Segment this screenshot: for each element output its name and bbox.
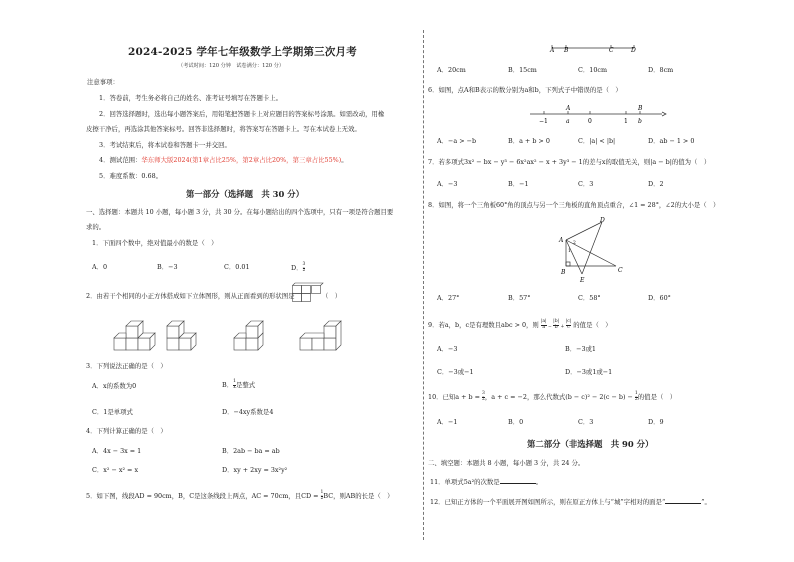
q8-option-b: B．57° — [508, 294, 531, 302]
q6-option-c: C．|a| < |b| — [578, 137, 616, 145]
q3-option-d: D．−4xy系数是4 — [222, 408, 274, 416]
triangle-label-b: B — [561, 269, 566, 276]
note-4: 4．测试范围：华东师大版2024(第1章占比25%，第2章占比20%，第三章占比55%)。 — [99, 156, 348, 164]
q2-reference-figure — [292, 285, 322, 305]
segment-label-a: A — [550, 47, 555, 54]
q8-option-a: A．27° — [437, 294, 460, 302]
q10-option-d: D．9 — [648, 418, 664, 426]
q10-option-c: C．3 — [578, 418, 594, 426]
numberline-tick-a: a — [566, 118, 570, 125]
q5-option-b: B．15cm — [508, 66, 537, 74]
triangle-label-d: D — [600, 217, 605, 224]
q8-option-c: C．58° — [578, 294, 601, 302]
q6-option-a: A．−a > −b — [437, 137, 477, 145]
q11-stem: 11．单项式5a²的次数是 。 — [430, 478, 543, 486]
part1-title: 第一部分（选择题 共 30 分） — [186, 189, 304, 199]
q5-option-a: A．20cm — [437, 66, 466, 74]
numberline-point-a: A — [566, 105, 571, 112]
q4-option-a: A．4x − 3x = 1 — [92, 447, 142, 455]
q7-option-b: B．−1 — [508, 180, 529, 188]
q2-option-b-figure — [165, 316, 213, 354]
q12-answer-blank[interactable] — [665, 497, 701, 504]
segment-label-c: C — [609, 47, 614, 54]
q6-option-b: B．a + b > 0 — [508, 137, 550, 145]
q8-triangle-figure — [552, 216, 632, 284]
q6-stem: 6．如图，点A和B表示的数分别为a和b，下列式子中错误的是（ ） — [428, 86, 622, 94]
q9-option-c: C．−3或−1 — [437, 368, 474, 376]
q5-stem: 5．如下图，线段AD = 90cm，B，C是这条线段上两点，AC = 70cm，且CD = $\frac{1}{2}$ BC，则AB的长是（ ） — [86, 490, 394, 501]
q2-option-d-figure — [298, 316, 346, 354]
q9-option-d: D．−3或1或−1 — [565, 368, 613, 376]
q7-option-d: D．2 — [648, 180, 664, 188]
q1-option-d: D． $\frac{3}{2}$ — [291, 262, 306, 273]
q11-answer-blank[interactable] — [500, 477, 536, 484]
part1-intro-line1: 一、选择题：本题共 10 小题，每小题 3 分，共 30 分。在每小题给出的四个选项中，只有一项是符合题目要 — [86, 208, 394, 216]
q10-option-a: A．−1 — [437, 418, 458, 426]
numberline-tick-b: b — [638, 118, 642, 125]
note-1: 1．答卷前，考生务必将自己的姓名、准考证号填写在答题卡上。 — [99, 94, 283, 102]
exam-info: （考试时间：120 分钟 试卷满分：120 分） — [178, 63, 285, 69]
q2-stem: 2．由若干个相同的小正方体搭成如下立体图形，则从正面看到的形状图是 — [86, 292, 295, 300]
q10-option-b: B．0 — [508, 418, 524, 426]
part2-intro: 二、填空题：本题共 8 小题，每小题 3 分，共 24 分。 — [428, 459, 585, 467]
q4-option-b: B．2ab − ba = ab — [222, 447, 280, 455]
q1-stem: 1．下面四个数中，绝对值最小的数是（ ） — [92, 239, 218, 247]
triangle-label-a: A — [559, 237, 564, 244]
note-5: 5．难度系数：0.68。 — [99, 172, 163, 180]
q3-option-a: A．x的系数为0 — [92, 382, 137, 390]
q9-stem: 9．若a，b，c是有理数且abc > 0，则 $\frac{|a|}{a}$ − $\frac{|b|}{b}$ + $\frac{|c|}{c}$ 的值是（ ） — [428, 319, 612, 330]
note-2-line2: 皮擦干净后，再选涂其他答案标号。回答非选择题时，将答案写在答题卡上。写在本试卷上无效。 — [86, 125, 361, 133]
angle-label-2: 2 — [573, 241, 576, 246]
q3-option-b: B． $\frac{1}{x}$ 是整式 — [222, 379, 256, 390]
q8-option-d: D．60° — [648, 294, 671, 302]
q2-option-c-figure — [232, 316, 280, 354]
note-3: 3．考试结束后，将本试卷和答题卡一并交回。 — [99, 141, 231, 149]
q5-segment-figure — [548, 40, 638, 54]
segment-label-b: B — [564, 47, 569, 54]
q10-stem: 10．已知a + b = $\frac{3}{2}$ ，a + c = −2，那么代数式(b − c)² − 2(c − b) − $\frac{1}{2}$ 的值是（ ） — [428, 391, 677, 402]
q5-option-d: D．8cm — [648, 66, 674, 74]
part2-title: 第二部分（非选择题 共 90 分） — [527, 439, 654, 449]
part1-intro-line2: 求的。 — [86, 223, 106, 231]
q4-option-d: D．xy + 2xy = 3x²y² — [222, 466, 288, 474]
q1-option-a: A．0 — [92, 263, 108, 271]
notes-heading: 注意事项： — [87, 78, 119, 86]
angle-label-1: 1 — [568, 249, 571, 254]
q6-option-d: D．ab − 1 > 0 — [648, 137, 695, 145]
q2-answer-bracket: （ ） — [322, 292, 342, 300]
page-title: 2024-2025 学年七年级数学上学期第三次月考 — [128, 46, 357, 58]
q9-option-b: B．−3或1 — [565, 345, 596, 353]
q2-option-a-figure — [112, 316, 160, 354]
q3-option-c: C．1是单项式 — [92, 408, 133, 416]
q12-stem: 12．已知正方体的一个平面展开图如图所示，则在原正方体上与“城”字相对的面是“ ”。 — [430, 498, 711, 506]
note-2-line1: 2．回答选择题时，选出每小题答案后，用铅笔把答题卡上对应题目的答案标号涂黑。如需改动，用橡 — [99, 110, 385, 118]
numberline-tick-0: 0 — [588, 118, 592, 125]
q8-stem: 8．如图，将一个三角板60°角的顶点与另一个三角板的直角顶点重合，∠1 = 28°，∠2的大小是（ ） — [428, 201, 720, 209]
numberline-tick-1: 1 — [624, 118, 628, 125]
q7-option-a: A．−3 — [437, 180, 458, 188]
triangle-label-e: E — [580, 277, 585, 284]
triangle-label-c: C — [618, 267, 623, 274]
numberline-point-b: B — [638, 105, 643, 112]
segment-label-d: D — [631, 47, 636, 54]
q4-option-c: C．x² − x² = x — [92, 466, 139, 474]
q3-stem: 3．下列说法正确的是（ ） — [86, 362, 167, 370]
numberline-tick-neg1: −1 — [539, 118, 548, 125]
column-divider — [423, 30, 424, 540]
test-scope: 华东师大版2024(第1章占比25%，第2章占比20%，第三章占比55%) — [141, 156, 342, 164]
q7-option-c: C．3 — [578, 180, 594, 188]
q6-number-line — [528, 104, 668, 128]
q7-stem: 7．若多项式3x² − bx − y³ − 6x²ax² − x + 3y³ − 1的差与x的取值无关，则|a − b|的值为（ ） — [428, 158, 711, 166]
q1-option-c: C．0.01 — [224, 263, 250, 271]
q9-option-a: A．−3 — [437, 345, 458, 353]
q4-stem: 4．下列计算正确的是（ ） — [86, 427, 167, 435]
q5-option-c: C．10cm — [578, 66, 608, 74]
q1-option-b: B．−3 — [157, 263, 178, 271]
